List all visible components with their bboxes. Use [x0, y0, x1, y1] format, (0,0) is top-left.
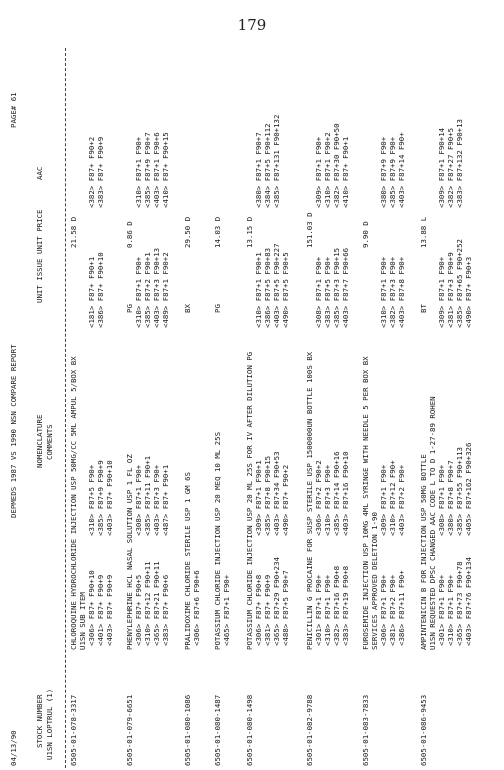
usage-entry: <386> F87+11 F90+	[397, 570, 406, 646]
usage-entry: <310> F87+1 F90+	[134, 256, 143, 328]
usage-entry: <403> F87+8 F90+	[397, 256, 406, 328]
usage-entry: <309> F87+1 F90+	[437, 256, 446, 328]
report-row	[126, 48, 182, 768]
usage-entry: <403> F87+ F90+9	[105, 574, 114, 646]
usage-entry: <310> F87+1 F90+	[379, 256, 388, 328]
stock-number: 6505-01-080-1498	[245, 694, 254, 766]
usage-entry: <410> F87+ F90+1	[341, 136, 350, 208]
usage-entry: <380> F87+9 F90+	[379, 136, 388, 208]
header-divider	[65, 48, 67, 768]
usage-entry: <383> F87+19 F90+8	[341, 565, 350, 646]
col-ui-subhead: U1SN LOPTRUL (1)	[45, 688, 54, 760]
usage-entry: <309> F87+1 F90+	[379, 464, 388, 536]
col-aac: AAC	[35, 166, 44, 180]
usage-entry: <403> F87+5 F90+227	[272, 243, 281, 328]
report-row	[246, 48, 302, 768]
stock-number: 6505-01-080-1086	[183, 694, 192, 766]
usage-entry: <385> F87+2 F90+1	[143, 252, 152, 328]
report-header	[10, 48, 24, 768]
nomenclature: PRALIDOXIME CHLORIDE STERILE USP 1 GM 6S	[183, 472, 192, 650]
stock-number: 6505-01-080-1487	[213, 694, 222, 766]
usage-entry: <401> F87+ F90+9	[96, 574, 105, 646]
usage-entry: <382> F87+ F90+2	[87, 136, 96, 208]
usage-entry: <380> F87+1 F90+7	[254, 132, 263, 208]
unit-price: 21.58 D	[69, 216, 78, 248]
usage-entry: <308> F87+1 F90+	[437, 464, 446, 536]
unit-price: 9.90 D	[361, 221, 370, 248]
usage-entry: <310> F87+3 F90+	[323, 464, 332, 536]
usage-entry: <383> F87+132 F90+13	[455, 119, 464, 208]
usage-entry: <490> F87+ F90+3	[464, 256, 473, 328]
report-page: PAGE# 61	[9, 92, 18, 128]
usage-entry: <301> F87+1 F90+	[437, 574, 446, 646]
comment: SERVICES APPROVED DELETION 1-90	[370, 512, 379, 650]
usage-entry: <382> F87+27 F90+5	[446, 127, 455, 208]
usage-entry: <301> F87+1 F90+	[314, 574, 323, 646]
usage-entry: <386> F87+ F90+10	[96, 252, 105, 328]
stock-number: 6505-01-078-3317	[69, 694, 78, 766]
usage-entry: <309> F87+1 F90+14	[437, 127, 446, 208]
usage-entry: <403> F87+16 F90+10	[341, 451, 350, 536]
usage-entry: <410> F87+ F90+15	[161, 132, 170, 208]
usage-entry: <306> F87+6 F90+6	[192, 570, 201, 646]
usage-entry: <381> F87+ F90+9	[263, 574, 272, 646]
usage-entry: <306> F87+1 F90+	[379, 574, 388, 646]
usage-entry: <308> F87+1 F90+	[134, 464, 143, 536]
unit-issue: BT	[419, 304, 428, 313]
usage-entry: <381> F87+3 F90+9	[446, 252, 455, 328]
usage-entry: <306> F87+ F90+8	[254, 574, 263, 646]
report-date: 04/13/90	[9, 730, 18, 766]
usage-entry: <310> F87+5 F90+	[87, 464, 96, 536]
comment: U1SN SUB ITEM	[78, 592, 87, 650]
unit-price: 14.03 D	[213, 216, 222, 248]
page-number: 179	[237, 16, 267, 34]
usage-entry: <380> F87+8 F90+7	[446, 460, 455, 536]
usage-entry: <403> F87+14 F90+	[397, 132, 406, 208]
usage-entry: <365> F87+29 F90+234	[272, 557, 281, 646]
nomenclature: CHLOROQUINE HYDROCHLORIDE INJECTION USP 50MG/CC 5ML AMPUL 5/BOX BX	[69, 356, 78, 650]
usage-entry: <306> F87+2 F90+2	[314, 460, 323, 536]
usage-entry: <384> F87+5 F90+112	[263, 123, 272, 208]
usage-entry: <385> F87+9 F90+7	[143, 132, 152, 208]
usage-entry: <488> F87+5 F90+7	[281, 570, 290, 646]
usage-entry: <403> F87+76 F90+134	[464, 557, 473, 646]
usage-entry: <385> F87+65 F90+252	[455, 239, 464, 328]
usage-entry: <489> F87+1 F90+2	[161, 252, 170, 328]
comment: U1SN REQUESTED DPSC CHANGED AAC CODE L TO D 1-27-89 ROHEN	[428, 396, 437, 650]
report-row	[70, 48, 126, 768]
usage-entry: <382> F87+30 F90+50	[332, 123, 341, 208]
usage-entry: <385> F87+55 F90+113	[455, 447, 464, 536]
usage-entry: <490> F87+ F90+2	[281, 464, 290, 536]
usage-entry: <403> F87+ F90+10	[105, 460, 114, 536]
unit-price: 13.15 D	[245, 216, 254, 248]
usage-entry: <381> F87+2 F90+	[388, 574, 397, 646]
usage-entry: <385> F87+9 F90+9	[96, 460, 105, 536]
report-sheet	[8, 48, 496, 768]
usage-entry: <308> F87+1 F90+	[314, 256, 323, 328]
usage-entry: <309> F87+1 F90+	[314, 136, 323, 208]
usage-entry: <310> F87+1 F90+	[446, 574, 455, 646]
usage-entry: <383> F87+ F90+6	[161, 574, 170, 646]
column-headers	[36, 48, 62, 768]
nomenclature: PHENYLEPHRINE HCL NASAL SOLUTION USP 1 FL OZ	[125, 454, 134, 650]
stock-number: 6505-01-083-7833	[361, 694, 370, 766]
usage-entry: <403> F87+34 F90+53	[272, 451, 281, 536]
usage-entry: <385> F87+14 F90+16	[332, 451, 341, 536]
unit-price: 151.03 D	[305, 212, 314, 248]
usage-entry: <405> F87+162 F90+326	[464, 442, 473, 536]
usage-entry: <403> F87+3 F90+	[152, 464, 161, 536]
usage-entry: <383> F87+ F90+9	[96, 136, 105, 208]
usage-entry: <386> F87+5 F90+83	[263, 247, 272, 328]
usage-entry: <365> F87+73 F90+78	[455, 561, 464, 646]
col-nomenclature: NOMENCLATURE	[35, 414, 44, 468]
report-row	[362, 48, 418, 768]
nomenclature: POTASSIUM CHLORIDE INJECTION USP 20 ML 25S FOR IV AFTER DILUTION PG	[245, 351, 254, 650]
usage-entry: <310> F87+1 F90+2	[323, 132, 332, 208]
usage-entry: <403> F87+7 F90+66	[341, 247, 350, 328]
col-stock-number: STOCK NUMBER	[35, 694, 44, 748]
usage-entry: <310> F87+1 F90+	[323, 574, 332, 646]
stock-number: 6505-01-082-9788	[305, 694, 314, 766]
usage-entry: <306> F87+ F90+5	[134, 574, 143, 646]
usage-entry: <310> F87+12 F90+	[388, 460, 397, 536]
usage-entry: <385> F87+9 F90+	[388, 136, 397, 208]
usage-entry: <385> F87+131 F90+132	[272, 114, 281, 208]
usage-entry: <382> F87+3 F90+	[388, 256, 397, 328]
usage-entry: <385> F87+8 F90+15	[263, 455, 272, 536]
usage-entry: <382> F87+16 F90+8	[332, 565, 341, 646]
usage-entry: <385> F87+3 F90+15	[332, 247, 341, 328]
usage-entry: <490> F87+5 F90+5	[281, 252, 290, 328]
usage-entry: <383> F87+5 F90+	[323, 256, 332, 328]
unit-issue: BX	[183, 304, 192, 313]
usage-entry: <306> F87+ F90+10	[87, 570, 96, 646]
usage-entry: <309> F87+1 F90+1	[254, 460, 263, 536]
unit-price: 13.88 L	[419, 216, 428, 248]
nomenclature: AMPINTENICIN B FOR INJECTION USP 50MG BOTTLE	[419, 454, 428, 650]
unit-issue: PG	[213, 304, 222, 313]
unit-issue: PG	[125, 304, 134, 313]
usage-entry: <385> F87+11 F90+1	[143, 455, 152, 536]
nomenclature: FUROSEMIDE INJECTION USP 10MG 4ML SYRINGE WITH NEEDLE 5 PER BOX BX	[361, 356, 370, 650]
stock-number: 6505-01-086-9453	[419, 694, 428, 766]
unit-price: 0.86 D	[125, 221, 134, 248]
usage-entry: <310> F87+1 F90+1	[254, 252, 263, 328]
usage-entry: <310> F87+1 F90+	[134, 136, 143, 208]
col-unit-issue-price: UNIT ISSUE UNIT PRICE	[35, 209, 44, 303]
report-row	[306, 48, 362, 768]
usage-entry: <181> F87+ F90+1	[87, 256, 96, 328]
nomenclature: PENICILLIN G PROCAINE FOR SUSP STERILE USP 1500000UN BOTTLE 100S BX	[305, 351, 314, 650]
stock-number: 6505-01-079-6651	[125, 694, 134, 766]
usage-entry: <403> F87+1 F90+6	[152, 132, 161, 208]
usage-entry: <310> F87+12 F90+11	[143, 561, 152, 646]
report-row	[420, 48, 476, 768]
report-title: DEPMEDS 1987 VS 1990 NSN COMPARE REPORT	[9, 344, 18, 518]
usage-entry: <365> F87+21 F90+11	[152, 561, 161, 646]
nomenclature: POTASSIUM CHLORIDE INJECTION USP 20 MEQ 10 ML 25S	[213, 431, 222, 650]
usage-entry: <403> F87+2 F90+	[397, 464, 406, 536]
usage-entry: <403> F87+3 F90+13	[152, 247, 161, 328]
usage-entry: <465> F87+1 F90+	[222, 574, 231, 646]
usage-entry: <487> F87+ F90+1	[161, 464, 170, 536]
col-comments: COMMENTS	[45, 424, 54, 460]
unit-price: 29.50 D	[183, 216, 192, 248]
